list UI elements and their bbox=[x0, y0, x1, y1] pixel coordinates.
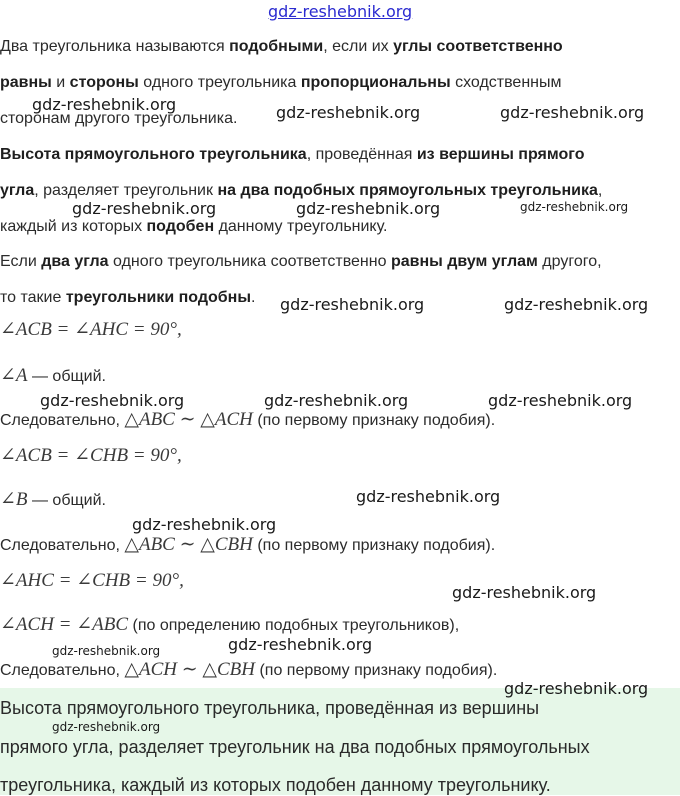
step-conclusion-1 bbox=[0, 410, 495, 431]
bold-term: на два подобных прямоугольных треугольника bbox=[217, 182, 598, 199]
text: одного треугольника соответственно bbox=[108, 253, 391, 270]
site-watermark-link[interactable]: gdz-reshebnik.org bbox=[268, 2, 413, 21]
watermark: gdz-reshebnik.org bbox=[132, 515, 277, 534]
text: — общий. bbox=[27, 492, 106, 509]
watermark: gdz-reshebnik.org bbox=[52, 644, 161, 658]
bold-term: подобен bbox=[146, 218, 215, 235]
watermark: gdz-reshebnik.org bbox=[280, 295, 425, 314]
text: , если их bbox=[323, 38, 394, 55]
bold-term: из вершины прямого bbox=[416, 146, 585, 163]
step-right-angles-1: ∠ACB = ∠AHC = 90°, bbox=[0, 319, 182, 340]
criterion-line-2 bbox=[0, 288, 255, 308]
bold-term: углы соответственно bbox=[393, 38, 563, 55]
text: Если bbox=[0, 253, 42, 270]
math-expr: ∠B bbox=[0, 489, 28, 510]
watermark: gdz-reshebnik.org bbox=[500, 103, 645, 122]
definition-line-3: сторонам другого треугольника. bbox=[0, 110, 238, 127]
text: — общий. bbox=[27, 368, 106, 385]
conclusion-line-3: треугольника, каждый из которых подобен данному треугольнику. bbox=[0, 775, 551, 795]
text: сходственным bbox=[450, 74, 562, 91]
watermark: gdz-reshebnik.org bbox=[228, 635, 373, 654]
bold-term: равны двум углам bbox=[390, 253, 538, 270]
definition-line-2 bbox=[0, 73, 562, 93]
bold-term: равны bbox=[0, 74, 52, 91]
bold-term: пропорциональны bbox=[300, 74, 451, 91]
text: (по первому признаку подобия). bbox=[252, 412, 496, 429]
text: (по определению подобных треугольников), bbox=[128, 617, 460, 634]
step-right-angles-3: ∠AHC = ∠CHB = 90°, bbox=[0, 570, 184, 591]
step-common-angle-a bbox=[0, 366, 106, 387]
conclusion-line-1: Высота прямоугольного треугольника, проведённая из вершины bbox=[0, 698, 540, 718]
math-expr: ∠ACH = ∠ABC bbox=[0, 614, 129, 635]
watermark: gdz-reshebnik.org bbox=[356, 487, 501, 506]
conclusion-line-2: прямого угла, разделяет треугольник на два подобных прямоугольных bbox=[0, 737, 590, 757]
text: то такие bbox=[0, 289, 66, 306]
text: другого, bbox=[537, 253, 602, 270]
text: Следовательно, bbox=[0, 412, 125, 429]
watermark: gdz-reshebnik.org bbox=[52, 720, 161, 734]
property-line-3 bbox=[0, 217, 387, 237]
step-conclusion-2 bbox=[0, 535, 495, 556]
bold-term: треугольники подобны bbox=[65, 289, 252, 306]
bold-term: два угла bbox=[41, 253, 109, 270]
watermark: gdz-reshebnik.org bbox=[452, 583, 597, 602]
property-line-2 bbox=[0, 181, 602, 201]
math-expr: △ABC ∼ △ACH bbox=[124, 409, 253, 430]
watermark: gdz-reshebnik.org bbox=[504, 679, 649, 698]
bold-term: стороны bbox=[69, 74, 139, 91]
bold-term: Высота прямоугольного треугольника bbox=[0, 146, 307, 163]
watermark: gdz-reshebnik.org bbox=[276, 103, 421, 122]
text: данному треугольнику. bbox=[214, 218, 388, 235]
text: одного треугольника bbox=[138, 74, 301, 91]
text: , bbox=[597, 182, 603, 199]
watermark: gdz-reshebnik.org bbox=[40, 391, 185, 410]
step-conclusion-3 bbox=[0, 660, 497, 681]
text: и bbox=[51, 74, 70, 91]
text: , разделяет треугольник bbox=[34, 182, 218, 199]
criterion-line-1 bbox=[0, 252, 602, 272]
text: , проведённая bbox=[306, 146, 417, 163]
text: каждый из которых bbox=[0, 218, 147, 235]
watermark: gdz-reshebnik.org bbox=[504, 295, 649, 314]
text: Два треугольника называются bbox=[0, 38, 230, 55]
math-expr: ∠A bbox=[0, 365, 28, 386]
math-expr: △ABC ∼ △CBH bbox=[124, 534, 253, 555]
text: Следовательно, bbox=[0, 662, 125, 679]
watermark: gdz-reshebnik.org bbox=[72, 199, 217, 218]
watermark: gdz-reshebnik.org bbox=[488, 391, 633, 410]
property-line-1 bbox=[0, 145, 585, 165]
definition-line-1 bbox=[0, 37, 563, 57]
text: Следовательно, bbox=[0, 537, 125, 554]
math-expr: △ACH ∼ △CBH bbox=[124, 659, 256, 680]
text: (по первому признаку подобия). bbox=[252, 537, 496, 554]
text: (по первому признаку подобия). bbox=[255, 662, 498, 679]
watermark: gdz-reshebnik.org bbox=[32, 95, 177, 114]
watermark: gdz-reshebnik.org bbox=[520, 200, 629, 214]
step-right-angles-2: ∠ACB = ∠CHB = 90°, bbox=[0, 445, 182, 466]
step-equal-angles bbox=[0, 615, 459, 636]
watermark: gdz-reshebnik.org bbox=[296, 199, 441, 218]
text: . bbox=[251, 289, 256, 306]
bold-term: подобными bbox=[229, 38, 324, 55]
bold-term: угла bbox=[0, 182, 35, 199]
step-common-angle-b bbox=[0, 490, 106, 511]
watermark: gdz-reshebnik.org bbox=[264, 391, 409, 410]
